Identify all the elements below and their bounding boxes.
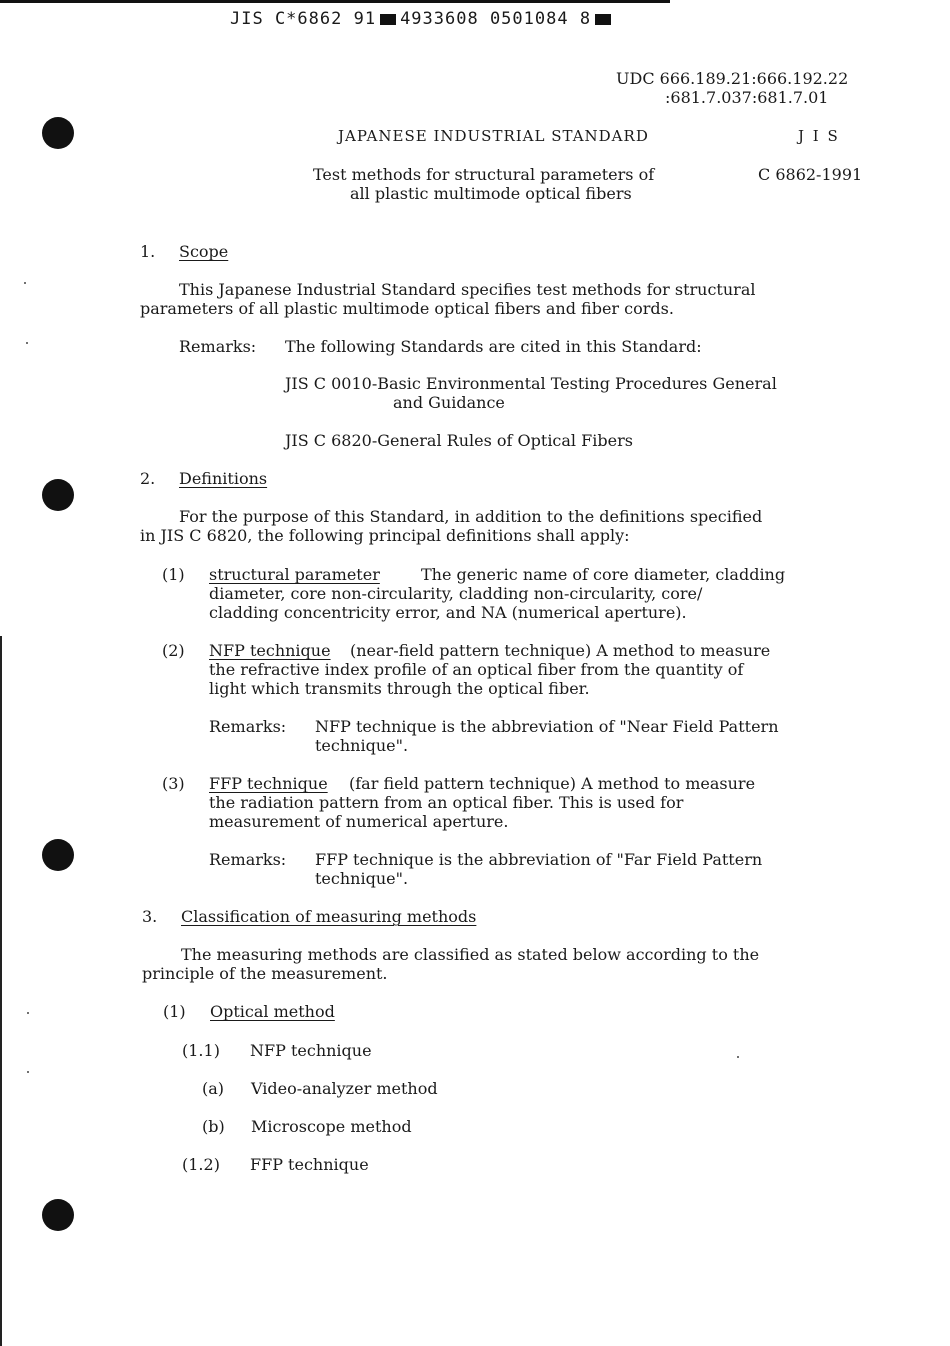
cited-standard-1-line-2: and Guidance [393,393,505,412]
scope-para-line-1: This Japanese Industrial Standard specifies test methods for structural [179,280,756,299]
udc-line-1: UDC 666.189.21:666.192.22 [616,69,849,88]
speck [27,1012,29,1014]
definition-1-number: (1) [162,565,185,584]
method-a-number: (a) [202,1079,225,1098]
redaction-block [380,14,396,25]
definition-3-remarks-label: Remarks: [209,850,287,869]
definition-2-number: (2) [162,641,185,660]
jis-code: J I S [798,127,840,145]
udc-line-2: :681.7.037:681.7.01 [665,88,829,107]
definition-3-number: (3) [162,774,185,793]
punch-hole-3 [42,839,74,871]
punch-hole-2 [42,479,74,511]
speck [27,1071,29,1073]
definition-3-remarks-line-1: FFP technique is the abbreviation of "Far Field Pattern [315,850,763,869]
definitions-para-line-2: in JIS C 6820, the following principal definitions shall apply: [140,526,630,545]
punch-hole-1 [42,117,74,149]
definition-1-line-3: cladding concentricity error, and NA (numerical aperture). [209,603,687,622]
redaction-block [595,14,611,25]
section-2-heading: Definitions [179,469,268,488]
standard-number: C 6862-1991 [758,165,863,184]
definition-2-line-1: (near-field pattern technique) A method to measure [350,641,771,660]
section-1-number: 1. [140,242,156,261]
scope-remarks-label: Remarks: [179,337,257,356]
definition-2-remarks-label: Remarks: [209,717,287,736]
method-1-2-number: (1.2) [182,1155,220,1174]
method-b-number: (b) [202,1117,225,1136]
method-a-title: Video-analyzer method [251,1079,438,1098]
classification-para-line-1: The measuring methods are classified as stated below according to the [181,945,760,964]
section-1-heading: Scope [179,242,229,261]
definition-2-remarks-line-1: NFP technique is the abbreviation of "Near Field Pattern [315,717,779,736]
cited-standard-2: JIS C 6820-General Rules of Optical Fibers [285,431,633,450]
method-1-number: (1) [163,1002,186,1021]
method-1-title: Optical method [210,1002,335,1021]
definition-3-line-3: measurement of numerical aperture. [209,812,509,831]
definition-1-term: structural parameter [209,565,380,584]
section-3-heading: Classification of measuring methods [181,907,477,926]
cited-standard-1-line-1: JIS C 0010-Basic Environmental Testing Procedures General [285,374,777,393]
definition-2-remarks-line-2: technique". [315,736,409,755]
definition-2-term: NFP technique [209,641,331,660]
definitions-para-line-1: For the purpose of this Standard, in addition to the definitions specified [179,507,763,526]
doc-title-line-1: Test methods for structural parameters of [313,165,655,184]
barcode-header: JIS C*6862 91 4933608 0501084 8 [230,10,615,29]
scope-remarks-text: The following Standards are cited in this Standard: [285,337,702,356]
definition-2-line-2: the refractive index profile of an optical fiber from the quantity of [209,660,744,679]
scope-para-line-2: parameters of all plastic multimode optical fibers and fiber cords. [140,299,674,318]
definition-1-line-1: The generic name of core diameter, cladding [421,565,786,584]
method-b-title: Microscope method [251,1117,412,1136]
doc-title-line-2: all plastic multimode optical fibers [350,184,632,203]
method-1-1-title: NFP technique [250,1041,372,1060]
section-2-number: 2. [140,469,156,488]
definition-3-remarks-line-2: technique". [315,869,409,888]
speck [26,342,28,344]
speck [24,282,26,284]
definition-1-line-2: diameter, core non-circularity, cladding non-circularity, core/ [209,584,703,603]
top-scan-border [0,0,670,3]
punch-hole-4 [42,1199,74,1231]
left-scan-border [0,636,2,1346]
definition-2-line-3: light which transmits through the optical fiber. [209,679,590,698]
definition-3-line-2: the radiation pattern from an optical fiber. This is used for [209,793,684,812]
standard-org: JAPANESE INDUSTRIAL STANDARD [338,127,649,145]
speck [737,1056,739,1058]
definition-3-line-1: (far field pattern technique) A method to measure [349,774,756,793]
definition-3-term: FFP technique [209,774,328,793]
section-3-number: 3. [142,907,158,926]
method-1-2-title: FFP technique [250,1155,369,1174]
method-1-1-number: (1.1) [182,1041,220,1060]
classification-para-line-2: principle of the measurement. [142,964,388,983]
